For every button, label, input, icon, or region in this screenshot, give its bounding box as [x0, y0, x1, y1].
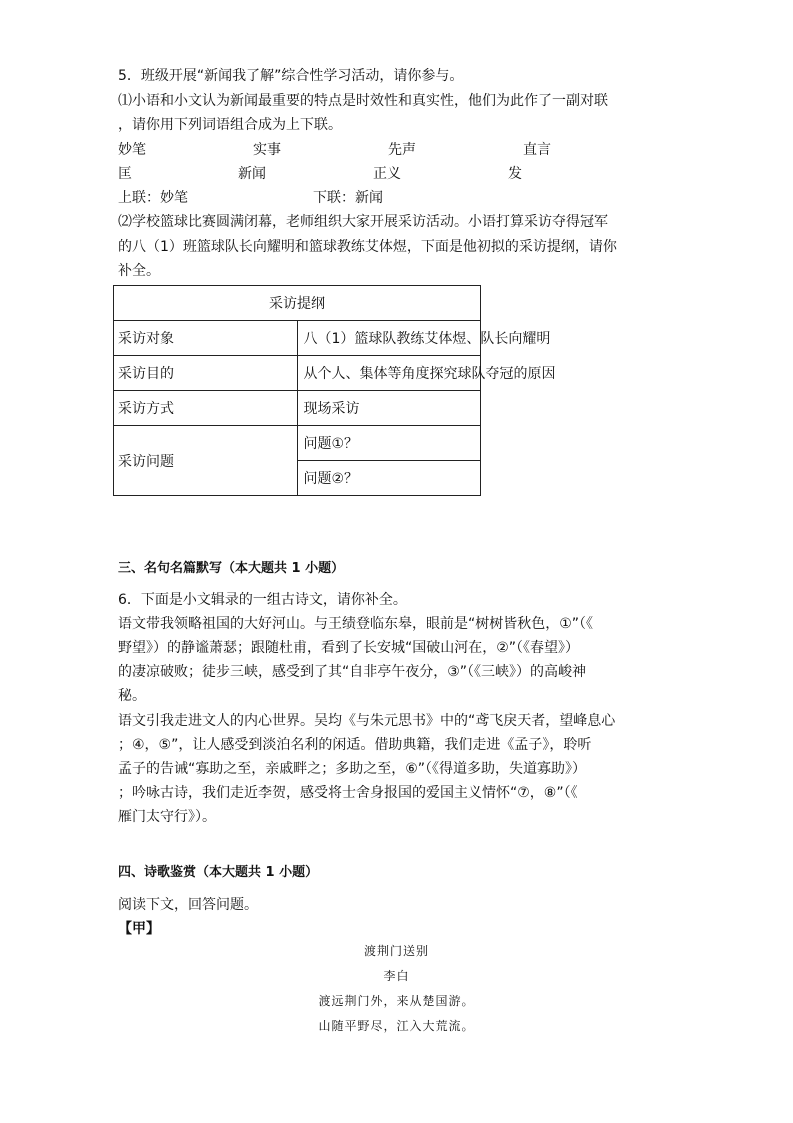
word-item: 匡 [118, 166, 132, 182]
interview-outline-table [113, 285, 556, 496]
word-item: 正义 [373, 166, 401, 182]
question-5-part1-line2: ，请你用下列词语组合成为上下联。 [118, 117, 342, 133]
section-3-line: 秘。 [118, 688, 146, 704]
couplet-upper: 上联：妙笔 [118, 190, 188, 206]
row-value: 现场采访 [297, 391, 481, 426]
couplet-lower: 下联：新闻 [313, 190, 383, 206]
question-5-part2-line1: ⑵学校篮球比赛圆满闭幕，老师组织大家开展采访活动。小语打算采访夺得冠军 [118, 214, 608, 230]
word-item: 实事 [253, 142, 281, 158]
section-3-line: ；④，⑤”，让人感受到淡泊名利的闲适。借助典籍，我们走进《孟子》，聆听 [118, 737, 592, 753]
table-row [114, 426, 481, 461]
table-row [114, 321, 481, 356]
question-cell: 问题①？ [297, 426, 481, 461]
reading-instruction: 阅读下文，回答问题。 [118, 897, 258, 913]
row-label: 采访问题 [114, 426, 298, 496]
row-value: 八（1）篮球队教练艾体煜、队长向耀明 [297, 321, 481, 356]
word-item: 新闻 [238, 166, 266, 182]
question-5-part2-line2: 的八（1）班篮球队长向耀明和篮球教练艾体煜，下面是他初拟的采访提纲，请你 [118, 239, 617, 255]
question-cell: 问题②？ [297, 461, 481, 496]
section-3-line: 孟子的告诫“寡助之至，亲戚畔之；多助之至，⑥”（《得道多助，失道寡助》） [118, 761, 587, 777]
table-row [114, 356, 481, 391]
section-3-line: 野望》）的静谧萧瑟；跟随杜甫，看到了长安城“国破山河在，②”（《春望》） [118, 640, 580, 656]
row-label: 采访目的 [114, 356, 298, 391]
section-3-line: 雁门太守行》）。 [118, 809, 216, 825]
row-label: 采访对象 [114, 321, 298, 356]
section-3-heading: 三、名句名篇默写（本大题共 1 小题） [118, 561, 345, 576]
word-item: 先声 [388, 142, 416, 158]
row-label: 采访方式 [114, 391, 298, 426]
question-5-part2-line3: 补全。 [118, 263, 160, 279]
part-label: 【甲】 [118, 921, 160, 937]
section-3-line: ；吟咏古诗，我们走近李贺，感受将士舍身报国的爱国主义情怀“⑦，⑧”（《 [118, 785, 578, 801]
section-3-line: 语文带我领略祖国的大好河山。与王绩登临东皋，眼前是“树树皆秋色，①”（《 [118, 616, 594, 632]
table-row [114, 391, 481, 426]
word-item: 妙笔 [118, 142, 146, 158]
question-5-part1-line1: ⑴小语和小文认为新闻最重要的特点是时效性和真实性，他们为此作了一副对联 [118, 93, 608, 109]
word-item: 直言 [523, 142, 551, 158]
section-3-line: 6．下面是小文辑录的一组古诗文，请你补全。 [118, 592, 407, 608]
word-item: 发 [508, 166, 522, 182]
section-3-line: 的凄凉破败；徒步三峡，感受到了其“自非亭午夜分，③”（《三峡》）的高峻神 [118, 664, 587, 680]
poem-line: 渡远荆门外，来从楚国游。 [318, 994, 475, 1008]
poem-line: 山随平野尽，江入大荒流。 [318, 1019, 475, 1033]
section-4-heading: 四、诗歌鉴赏（本大题共 1 小题） [118, 865, 319, 880]
section-3-line: 语文引我走进文人的内心世界。吴均《与朱元思书》中的“鸢飞戾天者，望峰息心 [118, 713, 616, 729]
row-value: 从个人、集体等角度探究球队夺冠的原因 [297, 356, 481, 391]
table-title: 采访提纲 [114, 286, 481, 321]
poem-author: 李白 [383, 969, 410, 983]
question-5-title: 5．班级开展“新闻我了解”综合性学习活动，请你参与。 [118, 68, 464, 84]
poem-title: 渡荆门送别 [363, 944, 429, 958]
table-row [114, 286, 481, 321]
